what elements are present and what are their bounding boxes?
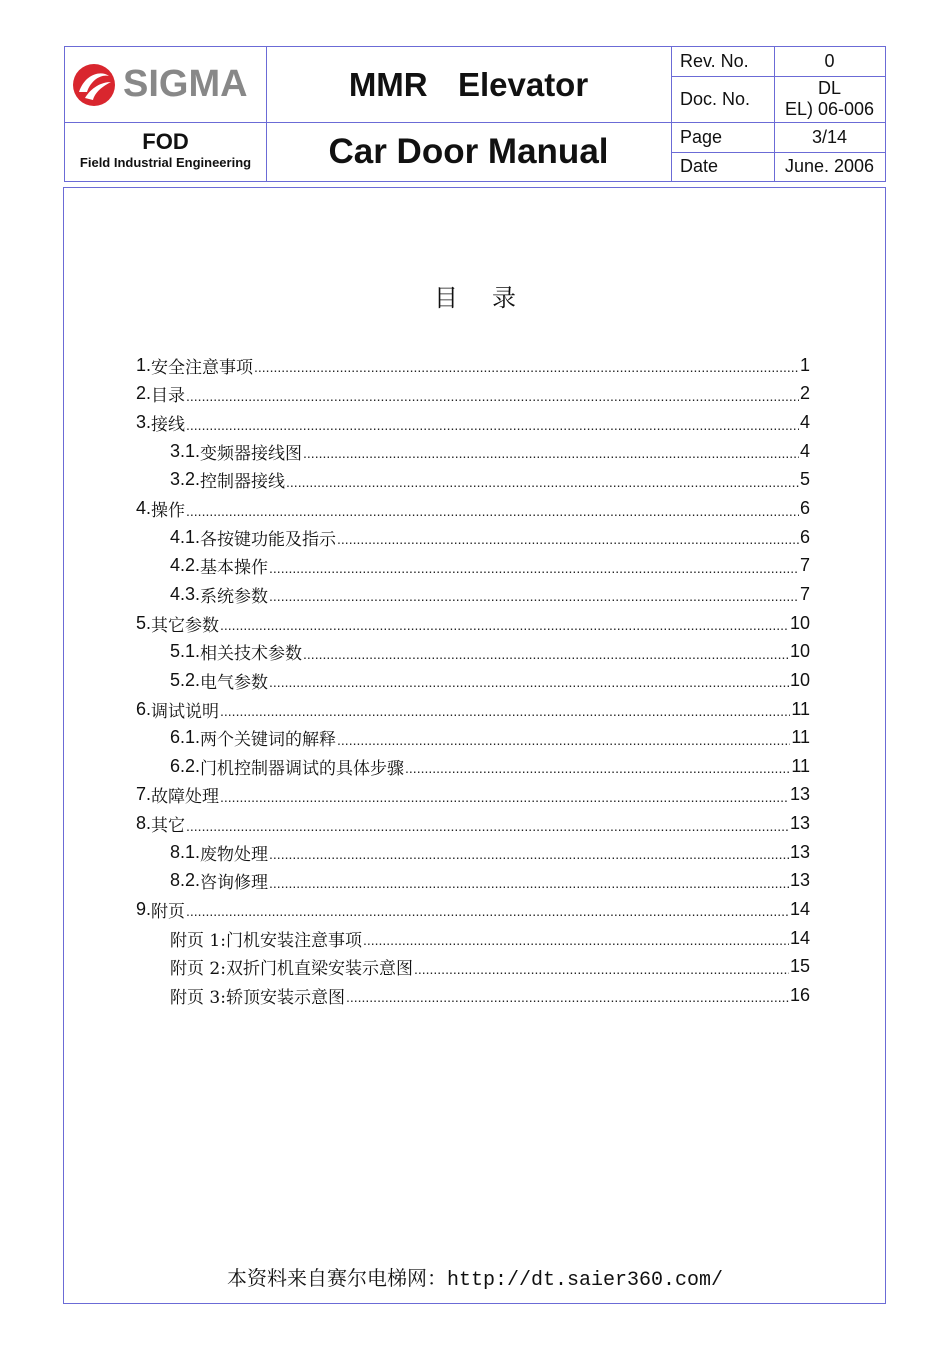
toc-entry-page: 11 xyxy=(791,698,810,719)
toc-entry[interactable] xyxy=(136,838,810,867)
toc-leader-dots xyxy=(220,703,790,719)
date-value: June. 2006 xyxy=(784,156,875,176)
toc-entry-page: 6 xyxy=(799,526,810,547)
toc-entry-page: 7 xyxy=(799,583,810,604)
toc-leader-dots xyxy=(269,560,799,576)
toc-entry-number: 6.2. xyxy=(170,755,201,776)
footer-source xyxy=(0,1262,950,1292)
toc-entry-title: 附页 1:门机安装注意事项 xyxy=(170,930,362,951)
toc-entry-page: 7 xyxy=(799,555,810,576)
division-box xyxy=(65,122,266,181)
toc-entry[interactable] xyxy=(136,466,810,495)
sigma-logo xyxy=(65,47,266,122)
footer-url[interactable]: http://dt.saier360.com/ xyxy=(446,1269,724,1292)
toc-entry-number: 4.1. xyxy=(170,526,201,547)
date-label: Date xyxy=(680,156,719,176)
toc-entry-page: 4 xyxy=(799,440,810,461)
toc-entry-title: 其它 xyxy=(151,816,186,837)
toc-entry-page: 11 xyxy=(791,727,810,748)
toc-entry-number: 3.2. xyxy=(170,469,201,490)
toc-entry-title: 附页 xyxy=(151,901,186,922)
division-subtitle: Field Industrial Engineering xyxy=(79,155,252,170)
title-line-2: Car Door Manual xyxy=(328,131,609,171)
toc-entry[interactable] xyxy=(136,895,810,924)
toc-entry-number: 5.2. xyxy=(170,669,201,690)
toc-leader-dots xyxy=(405,760,790,776)
toc-entry-title: 接线 xyxy=(151,415,186,436)
toc-entry[interactable] xyxy=(136,380,810,409)
toc-entry-title: 两个关键词的解释 xyxy=(200,730,337,751)
page-value: 3/14 xyxy=(811,126,848,147)
toc-leader-dots xyxy=(337,732,790,748)
toc-entry[interactable] xyxy=(136,351,810,380)
toc-entry[interactable] xyxy=(136,695,810,724)
toc-entry[interactable] xyxy=(136,981,810,1010)
toc-entry-page: 15 xyxy=(789,956,810,977)
toc-entry-title: 附页 2:双折门机直梁安装示意图 xyxy=(170,959,413,980)
toc-entry-title: 安全注意事项 xyxy=(151,357,254,378)
page-label: Page xyxy=(680,126,723,147)
toc-entry-page: 6 xyxy=(799,498,810,519)
toc-entry[interactable] xyxy=(136,580,810,609)
toc-entry[interactable] xyxy=(136,637,810,666)
rev-value: 0 xyxy=(824,51,835,71)
toc-entry-page: 5 xyxy=(799,469,810,490)
toc-entry-title: 目录 xyxy=(151,386,186,407)
toc-leader-dots xyxy=(254,359,799,375)
toc-entry-title: 变频器接线图 xyxy=(200,443,303,464)
toc-entry-number: 2. xyxy=(136,383,152,404)
toc-entry-page: 14 xyxy=(789,898,810,919)
toc-entry-number: 1. xyxy=(136,354,152,375)
toc-entry-page: 13 xyxy=(789,784,810,805)
division-name: FOD xyxy=(142,129,189,154)
doc-value-line-2: EL) 06-006 xyxy=(784,99,875,119)
toc-entry-page: 13 xyxy=(789,870,810,891)
toc-entry-title: 基本操作 xyxy=(200,558,269,579)
toc-leader-dots xyxy=(286,474,799,490)
toc-leader-dots xyxy=(186,388,799,404)
toc-leader-dots xyxy=(303,445,799,461)
toc-entry-title: 故障处理 xyxy=(151,787,220,808)
toc-entry[interactable] xyxy=(136,924,810,953)
toc-entry-number: 4. xyxy=(136,498,152,519)
toc-entry-title: 其它参数 xyxy=(151,615,220,636)
toc-entry-title: 咨询修理 xyxy=(200,873,269,894)
toc-entry-number: 8.2. xyxy=(170,870,201,891)
sigma-logo-icon xyxy=(71,62,117,108)
title-line-1: MMR Elevator xyxy=(348,65,589,103)
toc-entry-number: 6.1. xyxy=(170,727,201,748)
toc-leader-dots xyxy=(363,932,789,948)
toc-leader-dots xyxy=(414,961,789,977)
toc-entry[interactable] xyxy=(136,609,810,638)
toc-entry-page: 2 xyxy=(799,383,810,404)
toc-entry-number: 3.1. xyxy=(170,440,201,461)
toc-entry-page: 10 xyxy=(789,641,810,662)
toc-entry-title: 系统参数 xyxy=(200,586,269,607)
toc-entry-page: 4 xyxy=(799,412,810,433)
toc-entry-page: 13 xyxy=(789,841,810,862)
toc-entry[interactable] xyxy=(136,781,810,810)
toc-entry-title: 各按键功能及指示 xyxy=(200,529,337,550)
toc-entry[interactable] xyxy=(136,551,810,580)
toc-entry-title: 调试说明 xyxy=(151,701,220,722)
document-header xyxy=(64,46,886,182)
footer-text: 本资料来自赛尔电梯网： xyxy=(226,1266,447,1290)
toc-leader-dots xyxy=(220,617,789,633)
toc-leader-dots xyxy=(269,674,789,690)
toc-entry-number: 8. xyxy=(136,813,152,834)
toc-leader-dots xyxy=(269,588,799,604)
toc-entry-page: 10 xyxy=(789,669,810,690)
toc-entry[interactable] xyxy=(136,666,810,695)
toc-entry-number: 4.3. xyxy=(170,583,201,604)
toc-leader-dots xyxy=(337,531,799,547)
toc-entry[interactable] xyxy=(136,867,810,896)
toc-entry-title: 相关技术参数 xyxy=(200,644,303,665)
doc-value xyxy=(774,76,885,122)
toc-entry[interactable] xyxy=(136,723,810,752)
toc-leader-dots xyxy=(303,646,789,662)
toc-leader-dots xyxy=(269,846,789,862)
toc-entry[interactable] xyxy=(136,408,810,437)
toc-entry-page: 10 xyxy=(789,612,810,633)
toc-entry-number: 5. xyxy=(136,612,152,633)
toc-entry-title: 控制器接线 xyxy=(200,472,286,493)
doc-label: Doc. No. xyxy=(680,88,751,109)
toc-entry-title: 操作 xyxy=(151,501,186,522)
toc-leader-dots xyxy=(220,789,789,805)
toc-entry-number: 9. xyxy=(136,898,152,919)
doc-value-line-1: DL xyxy=(817,78,841,98)
rev-label: Rev. No. xyxy=(680,51,749,71)
toc-entry-number: 6. xyxy=(136,698,152,719)
toc-entry-number: 3. xyxy=(136,412,152,433)
toc-entry-page: 16 xyxy=(789,984,810,1005)
toc-leader-dots xyxy=(186,818,789,834)
toc-entry[interactable] xyxy=(136,809,810,838)
table-of-contents xyxy=(136,351,810,1010)
toc-entry-page: 11 xyxy=(791,755,810,776)
toc-leader-dots xyxy=(269,875,789,891)
toc-leader-dots xyxy=(186,417,799,433)
toc-leader-dots xyxy=(186,503,799,519)
toc-leader-dots xyxy=(346,989,789,1005)
toc-entry-page: 1 xyxy=(799,354,810,375)
toc-entry-number: 7. xyxy=(136,784,152,805)
toc-title: 目录 xyxy=(434,284,550,312)
toc-entry-title: 电气参数 xyxy=(200,672,269,693)
toc-leader-dots xyxy=(186,903,789,919)
toc-entry-number: 4.2. xyxy=(170,555,201,576)
toc-entry[interactable] xyxy=(136,437,810,466)
toc-entry-title: 附页 3:轿顶安装示意图 xyxy=(170,987,345,1008)
toc-entry[interactable] xyxy=(136,752,810,781)
toc-entry-number: 5.1. xyxy=(170,641,201,662)
toc-entry[interactable] xyxy=(136,952,810,981)
toc-entry-number: 8.1. xyxy=(170,841,201,862)
toc-entry-title: 门机控制器调试的具体步骤 xyxy=(200,758,405,779)
toc-entry-title: 废物处理 xyxy=(200,844,269,865)
toc-entry[interactable] xyxy=(136,494,810,523)
toc-entry-page: 13 xyxy=(789,813,810,834)
toc-entry-page: 14 xyxy=(789,927,810,948)
toc-entry[interactable] xyxy=(136,523,810,552)
logo-wordmark: SIGMA xyxy=(123,63,248,105)
